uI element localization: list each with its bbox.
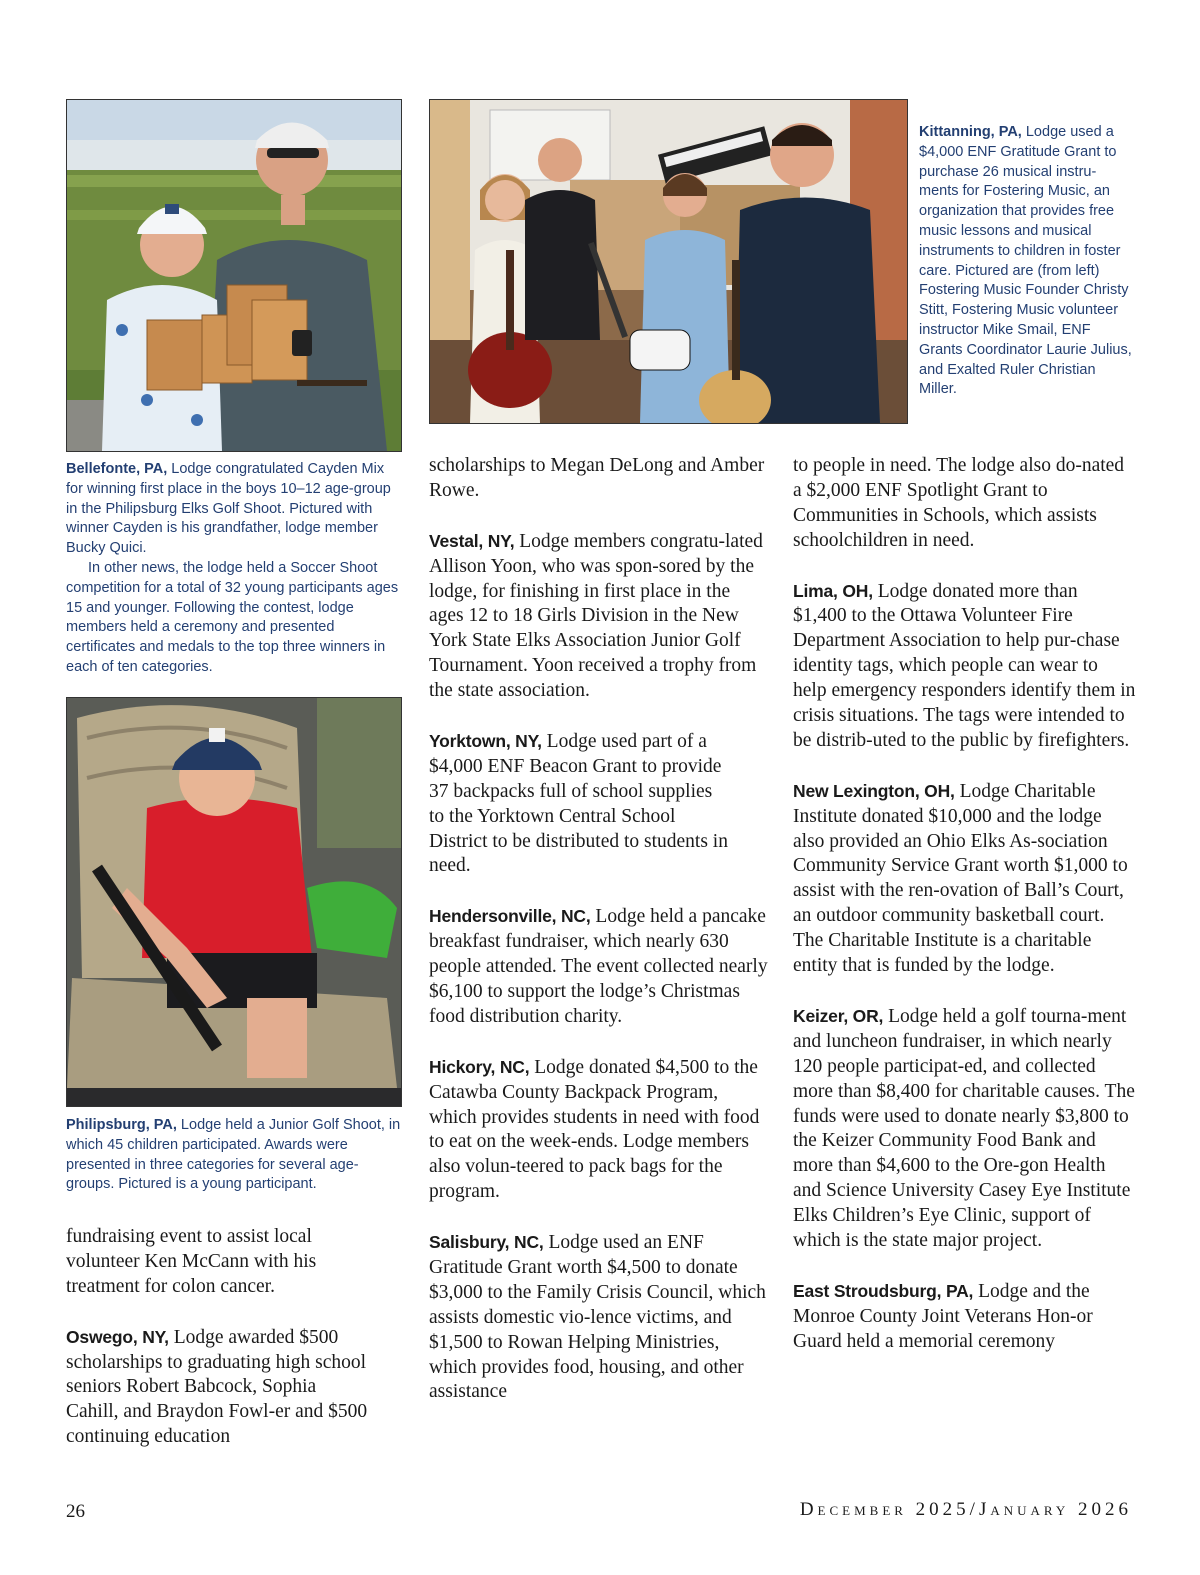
article-paragraph: New Lexington, OH, Lodge Charitable Institute donated $10,000 and the lodge also provided an Ohio Elks As-sociation Community Service Grant worth $1,000 to assist with the ren-ovation of Ball’s Court, an outdoor community basketball court. The Charitable Institute is a charitable entity that is funded by the lodge.	[793, 780, 1128, 977]
kittanning-photo	[429, 99, 908, 424]
paragraph-lead: Yorktown, NY,	[429, 730, 542, 751]
music-instruments-photo-icon	[430, 100, 907, 423]
paragraph-lead: New Lexington, OH,	[793, 780, 955, 801]
golf-award-photo-icon	[67, 100, 401, 451]
article-column-2	[429, 454, 769, 1405]
caption-text-2: In other news, the lodge held a Soccer Shoot competition for a total of 32 young participants ages 15 and younger. Following the contest, lodge members held a ceremony and presented certificates and medals to the top three winners in each of ten categories.	[66, 559, 399, 675]
bellefonte-caption	[66, 460, 402, 678]
paragraph-lead: Keizer, OR,	[793, 1005, 884, 1026]
paragraph-lead: East Stroudsburg, PA,	[793, 1280, 974, 1301]
golf-cart-boy-photo-icon	[67, 698, 401, 1106]
caption-text: Lodge congratulated Cayden Mix for winning first place in the boys 10–12 age-group in the Philipsburg Elks Golf Shoot. Pictured with winner Cayden is his grandfather, lodge member Bucky Quici.	[66, 461, 391, 557]
paragraph-lead: Lima, OH,	[793, 580, 873, 601]
article-paragraph: to people in need. The lodge also do-nated a $2,000 ENF Spotlight Grant to Communities in Schools, which assists schoolchildren in need.	[793, 455, 1125, 551]
article-paragraph: Keizer, OR, Lodge held a golf tourna-ment and luncheon fundraiser, in which nearly 120 people participat-ed, and collected more than $8,400 for charitable causes. The funds were used to donate nearly $3,800 to the Keizer Community Food Bank and more than $4,600 to the Ore-gon Health and Science University Casey Eye Institute Elks Children’s Eye Clinic, support of which is the state major project.	[793, 1005, 1135, 1252]
article-paragraph: Vestal, NY, Lodge members congratu-lated Allison Yoon, who was spon-sored by the lodge, for finishing in first place in the ages 12 to 18 Girls Division in the New York State Elks Association Junior Golf Tournament. Yoon received a trophy from the state association.	[429, 530, 763, 702]
philipsburg-photo	[66, 697, 402, 1107]
article-paragraph: Yorktown, NY, Lodge used part of a $4,000 ENF Beacon Grant to provide 37 backpacks full of school supplies to the Yorktown Central School District to be distributed to students in need.	[429, 730, 728, 877]
paragraph-lead: Oswego, NY,	[66, 1326, 169, 1347]
caption-lead: Kittanning, PA,	[919, 124, 1022, 140]
caption-text: Lodge used a $4,000 ENF Gratitude Grant to purchase 26 musical instru-ments for Fostering Music, an organization that provides free music lessons and musical instruments to children in foster care. Pictured are (from left) Fostering Music Founder Christy Stitt, Fostering Music volunteer instructor Mike Smail, ENF Grants Coordinator Laurie Julius, and Exalted Ruler Christian Miller.	[919, 124, 1132, 398]
article-paragraph: Hendersonville, NC, Lodge held a pancake breakfast fundraiser, which nearly 630 people attended. The event collected nearly $6,100 to support the lodge’s Christmas food distribution charity.	[429, 906, 768, 1027]
philipsburg-caption	[66, 1116, 402, 1195]
article-column-1	[66, 1225, 370, 1450]
paragraph-lead: Salisbury, NC,	[429, 1232, 544, 1253]
bellefonte-photo	[66, 99, 402, 452]
article-paragraph: Salisbury, NC, Lodge used an ENF Gratitude Grant worth $4,500 to donate $3,000 to the Family Crisis Council, which assists domestic vio-lence victims, and $1,500 to Rowan Helping Ministries, which provides food, housing, and other assistance	[429, 1232, 766, 1403]
caption-lead: Philipsburg, PA,	[66, 1117, 177, 1133]
caption-text: Lodge held a Junior Golf Shoot, in which 45 children participated. Awards were presented in three categories for several age-groups. Pictured is a young participant.	[66, 1117, 401, 1193]
caption-lead: Bellefonte, PA,	[66, 461, 168, 477]
article-column-3	[793, 454, 1136, 1355]
paragraph-lead: Hendersonville, NC,	[429, 906, 591, 927]
page-number: 26	[66, 1501, 85, 1522]
article-paragraph: Lima, OH, Lodge donated more than $1,400 to the Ottawa Volunteer Fire Department Association to help pur-chase identity tags, which people can wear to help emergency responders identify them in crisis situations. The tags were intended to be distrib-uted to the public by firefighters.	[793, 580, 1136, 751]
article-paragraph: scholarships to Megan DeLong and Amber Rowe.	[429, 455, 765, 501]
article-paragraph: East Stroudsburg, PA, Lodge and the Monroe County Joint Veterans Hon-or Guard held a memorial ceremony	[793, 1280, 1093, 1352]
article-paragraph: Oswego, NY, Lodge awarded $500 scholarships to graduating high school seniors Robert Babcock, Sophia Cahill, and Braydon Fowl-er and $500 continuing education	[66, 1326, 368, 1448]
paragraph-lead: Hickory, NC,	[429, 1056, 530, 1077]
issue-date: December 2025/January 2026	[799, 1499, 1132, 1520]
article-paragraph: Hickory, NC, Lodge donated $4,500 to the Catawba County Backpack Program, which provides students in need with food to eat on the week-ends. Lodge members also volun-teered to pack bags for the program.	[429, 1056, 760, 1203]
kittanning-caption	[919, 123, 1134, 400]
article-paragraph: fundraising event to assist local volunteer Ken McCann with his treatment for colon cancer.	[66, 1226, 317, 1297]
paragraph-lead: Vestal, NY,	[429, 530, 515, 551]
